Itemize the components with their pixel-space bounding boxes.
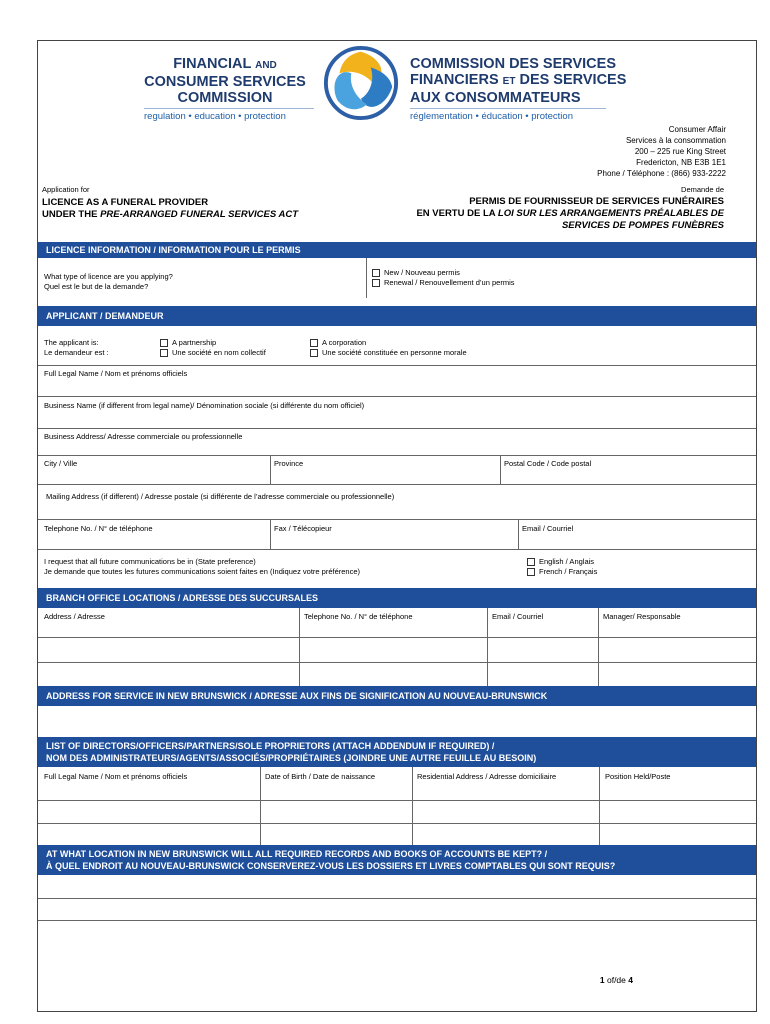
commission-logo-icon (322, 44, 400, 122)
applicant-is-label: The applicant is: Le demandeur est : (44, 338, 109, 357)
divider (270, 455, 271, 484)
tagline-fr: réglementation • éducation • protection (410, 108, 606, 122)
application-for-label: Application for (42, 185, 90, 194)
section-applicant: APPLICANT / DEMANDEUR (38, 306, 756, 326)
full-legal-name-field[interactable]: Full Legal Name / Nom et prénoms officiels (44, 369, 188, 378)
licence-type-options (372, 268, 515, 288)
checkbox-icon[interactable] (310, 339, 318, 347)
checkbox-icon[interactable] (160, 349, 168, 357)
postal-code-field[interactable]: Postal Code / Code postal (504, 459, 592, 468)
fax-field[interactable]: Fax / Télécopieur (274, 524, 332, 533)
table-row[interactable] (38, 800, 756, 801)
communication-preference-label: I request that all future communications be in (State preference) Je demande que toutes les futures communications soient faites en (Indiquez votre préférence) (44, 557, 361, 576)
business-address-field[interactable]: Business Address/ Adresse commerciale ou professionnelle (44, 432, 243, 441)
licence-question: What type of licence are you applying? Quel est le but de la demande? (44, 272, 173, 291)
section-records-location: AT WHAT LOCATION IN NEW BRUNSWICK WILL ALL REQUIRED RECORDS AND BOOKS OF ACCOUNTS BE KEPT? / À QUEL ENDROIT AU NOUVEAU-BRUNSWICK CONSERVEREZ-VOUS LES DOSSIERS ET LIVRES COMPTABLES QUI SONT REQUIS? (38, 845, 756, 875)
corporation-option[interactable]: A corporation Une société constituée en personne morale (310, 338, 467, 358)
office-address: Consumer Affair Services à la consommation 200 – 225 rue King Street Fredericton, NB E3B 1E1 Phone / Téléphone : (866) 933-2222 (597, 125, 726, 178)
divider (487, 608, 488, 686)
divider (38, 428, 756, 429)
branch-email-header: Email / Courriel (492, 612, 544, 621)
divider (38, 455, 756, 456)
table-row[interactable] (38, 637, 756, 638)
branch-telephone-header: Telephone No. / N° de téléphone (304, 612, 413, 621)
checkbox-icon[interactable] (372, 269, 380, 277)
province-field[interactable]: Province (274, 459, 304, 468)
section-directors: LIST OF DIRECTORS/OFFICERS/PARTNERS/SOLE PROPRIETORS (ATTACH ADDENDUM IF REQUIRED) / NOM DES ADMINISTRATEURS/AGENTS/ASSOCIÉS/PROPRIÉTAIRES (JOINDRE UNE AUTRE FEUILLE AU BESOIN) (38, 737, 756, 767)
checkbox-icon[interactable] (310, 349, 318, 357)
section-licence-info: LICENCE INFORMATION / INFORMATION POUR LE PERMIS (38, 242, 756, 258)
language-options (527, 557, 597, 577)
org-name-en: FINANCIAL AND CONSUMER SERVICES COMMISSION (144, 56, 306, 106)
renewal-licence-option[interactable]: Renewal / Renouvellement d’un permis (372, 278, 515, 288)
divider (38, 920, 756, 921)
telephone-field[interactable]: Telephone No. / N° de téléphone (44, 524, 153, 533)
director-name-header: Full Legal Name / Nom et prénoms officiels (44, 772, 188, 781)
divider (598, 608, 599, 686)
section-service-address: ADDRESS FOR SERVICE IN NEW BRUNSWICK / ADRESSE AUX FINS DE SIGNIFICATION AU NOUVEAU-BRUNSWICK (38, 686, 756, 706)
demande-de-label: Demande de (681, 185, 724, 194)
email-field[interactable]: Email / Courriel (522, 524, 574, 533)
checkbox-icon[interactable] (372, 279, 380, 287)
divider (412, 767, 413, 845)
tagline-en: regulation • education • protection (144, 108, 314, 122)
records-location-field[interactable] (38, 898, 756, 899)
divider (260, 767, 261, 845)
divider (38, 519, 756, 520)
checkbox-icon[interactable] (527, 558, 535, 566)
checkbox-icon[interactable] (527, 568, 535, 576)
divider (38, 484, 756, 485)
director-dob-header: Date of Birth / Date de naissance (265, 772, 376, 781)
new-licence-option[interactable]: New / Nouveau permis (372, 268, 515, 278)
mailing-address-field[interactable]: Mailing Address (if different) / Adresse postale (si différente de l’adresse commerciale ou professionnelle) (46, 492, 395, 501)
divider (500, 455, 501, 484)
branch-address-header: Address / Adresse (44, 612, 105, 621)
divider (518, 519, 519, 549)
divider (38, 396, 756, 397)
divider (599, 767, 600, 845)
form-title-en: LICENCE AS A FUNERAL PROVIDER UNDER THE PRE-ARRANGED FUNERAL SERVICES ACT (42, 197, 298, 220)
french-option[interactable]: French / Français (527, 567, 597, 577)
divider (270, 519, 271, 549)
business-name-field[interactable]: Business Name (if different from legal name)/ Dénomination sociale (si différente du nom officiel) (44, 401, 365, 410)
section-branch-offices: BRANCH OFFICE LOCATIONS / ADRESSE DES SUCCURSALES (38, 588, 756, 608)
partnership-option[interactable]: A partnership Une société en nom collectif (160, 338, 266, 358)
org-name-fr: COMMISSION DES SERVICES FINANCIERS ET DES SERVICES AUX CONSOMMATEURS (410, 56, 627, 106)
director-residence-header: Residential Address / Adresse domiciliaire (417, 772, 557, 781)
table-row[interactable] (38, 823, 756, 824)
divider (38, 365, 756, 366)
city-field[interactable]: City / Ville (44, 459, 78, 468)
english-option[interactable]: English / Anglais (527, 557, 597, 567)
table-row[interactable] (38, 662, 756, 663)
branch-manager-header: Manager/ Responsable (603, 612, 681, 621)
form-title-fr: PERMIS DE FOURNISSEUR DE SERVICES FUNÉRAIRES EN VERTU DE LA LOI SUR LES ARRANGEMENTS PRÉALABLES DE SERVICES DE POMPES FUNÈBRES (416, 196, 724, 231)
divider (366, 258, 367, 298)
page-number: 1 of/de 4 (599, 975, 633, 985)
director-position-header: Position Held/Poste (605, 772, 671, 781)
divider (38, 549, 756, 550)
checkbox-icon[interactable] (160, 339, 168, 347)
divider (299, 608, 300, 686)
